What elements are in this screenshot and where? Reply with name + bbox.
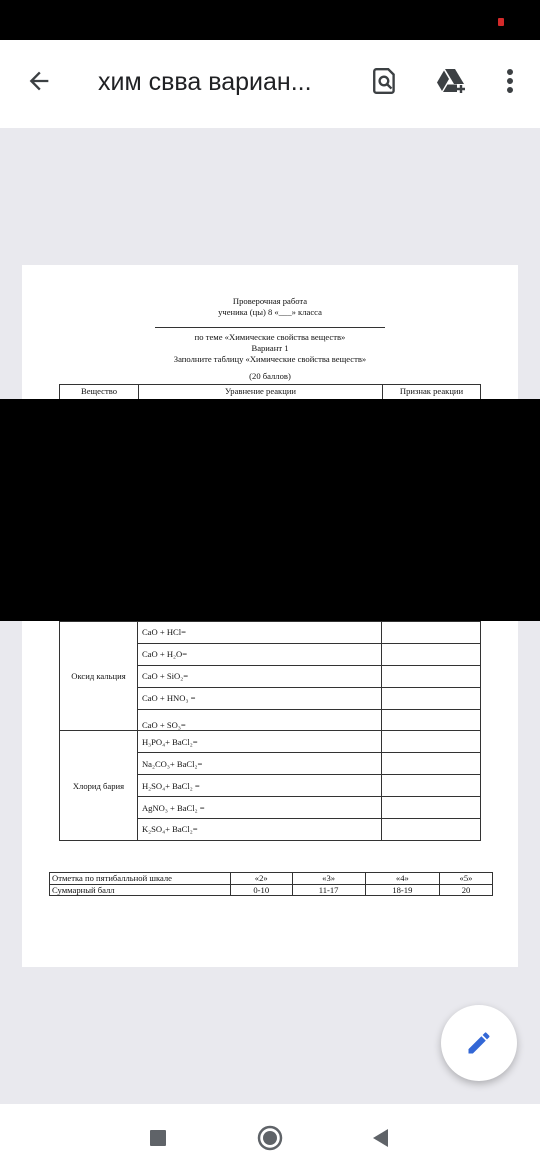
grading-label: Отметка по пятибалльной шкале [50, 873, 231, 885]
name-underline [155, 327, 385, 328]
edit-pencil-icon [465, 1029, 493, 1057]
recents-button[interactable] [144, 1124, 172, 1152]
column-header: Уравнение реакции [224, 386, 297, 396]
reactions-table [59, 621, 481, 841]
mark-cell: «5» [439, 873, 492, 885]
table-row [50, 884, 493, 896]
column-header: Вещество [80, 386, 118, 396]
app-bar [0, 40, 540, 128]
back-triangle-icon [371, 1128, 389, 1148]
sign-cell [382, 775, 481, 797]
home-button[interactable] [256, 1124, 284, 1152]
equation-cell: K₂SO₄+ BaCl₂= [137, 819, 381, 841]
sign-cell [382, 622, 481, 644]
sign-cell [382, 665, 481, 687]
doc-variant: Вариант 1 [251, 343, 289, 353]
score-cell: 11-17 [292, 884, 365, 896]
equation-cell: CaO + SiO₂= [137, 665, 381, 687]
sign-cell [382, 687, 481, 709]
doc-points: (20 баллов) [249, 371, 291, 381]
table-header [59, 384, 481, 399]
redaction-block [0, 399, 540, 621]
mark-cell: «4» [365, 873, 439, 885]
recents-square-icon [149, 1129, 167, 1147]
score-cell: 20 [439, 884, 492, 896]
score-cell: 0-10 [231, 884, 293, 896]
substance-cell: Оксид кальция [60, 622, 138, 731]
sign-cell [382, 797, 481, 819]
equation-cell: AgNO₃ + BaCl₂ = [137, 797, 381, 819]
equation-cell: H₂SO₄+ BaCl₂ = [137, 775, 381, 797]
drive-add-icon [435, 67, 467, 95]
table-row [60, 731, 481, 753]
nav-back-button[interactable] [366, 1124, 394, 1152]
more-options-button[interactable] [491, 62, 529, 100]
document-title: хим свва вариан... [98, 68, 312, 96]
mark-cell: «2» [231, 873, 293, 885]
sign-cell [382, 709, 481, 731]
doc-student-line: ученика (цы) 8 «___» класса [218, 307, 322, 317]
sign-cell [382, 753, 481, 775]
doc-instruction: Заполните таблицу «Химические свойства веществ» [173, 354, 367, 364]
status-bar [0, 0, 540, 40]
substance-cell: Хлорид бария [60, 731, 138, 840]
equation-cell: CaO + H₂O= [137, 643, 381, 665]
table-row [60, 622, 481, 644]
equation-cell: CaO + HCl= [137, 622, 381, 644]
column-header: Признак реакции [399, 386, 464, 396]
arrow-back-icon [25, 67, 53, 95]
system-nav-bar [0, 1104, 540, 1170]
doc-topic: по теме «Химические свойства веществ» [194, 332, 346, 342]
notification-dot-icon [498, 18, 504, 26]
score-cell: 18-19 [365, 884, 439, 896]
sign-cell [382, 819, 481, 841]
doc-heading: Проверочная работа [232, 296, 308, 306]
equation-cell: CaO + SO₃= [137, 709, 381, 731]
table-row [50, 873, 493, 885]
grading-table [49, 872, 493, 896]
sign-cell [382, 643, 481, 665]
back-button[interactable] [22, 64, 56, 98]
mark-cell: «3» [292, 873, 365, 885]
document-viewer[interactable] [0, 128, 540, 1104]
find-in-page-button[interactable] [366, 62, 404, 100]
edit-fab-button[interactable] [441, 1005, 517, 1081]
equation-cell: H₃PO₄+ BaCl₂= [137, 731, 381, 753]
equation-cell: CaO + HNO₃ = [137, 687, 381, 709]
equation-cell: Na₂CO₃+ BaCl₂= [137, 753, 381, 775]
more-vert-icon [506, 68, 514, 94]
add-to-drive-button[interactable] [432, 62, 470, 100]
find-in-page-icon [372, 67, 398, 95]
grading-label: Суммарный балл [50, 884, 231, 896]
sign-cell [382, 731, 481, 753]
home-circle-icon [256, 1124, 284, 1152]
